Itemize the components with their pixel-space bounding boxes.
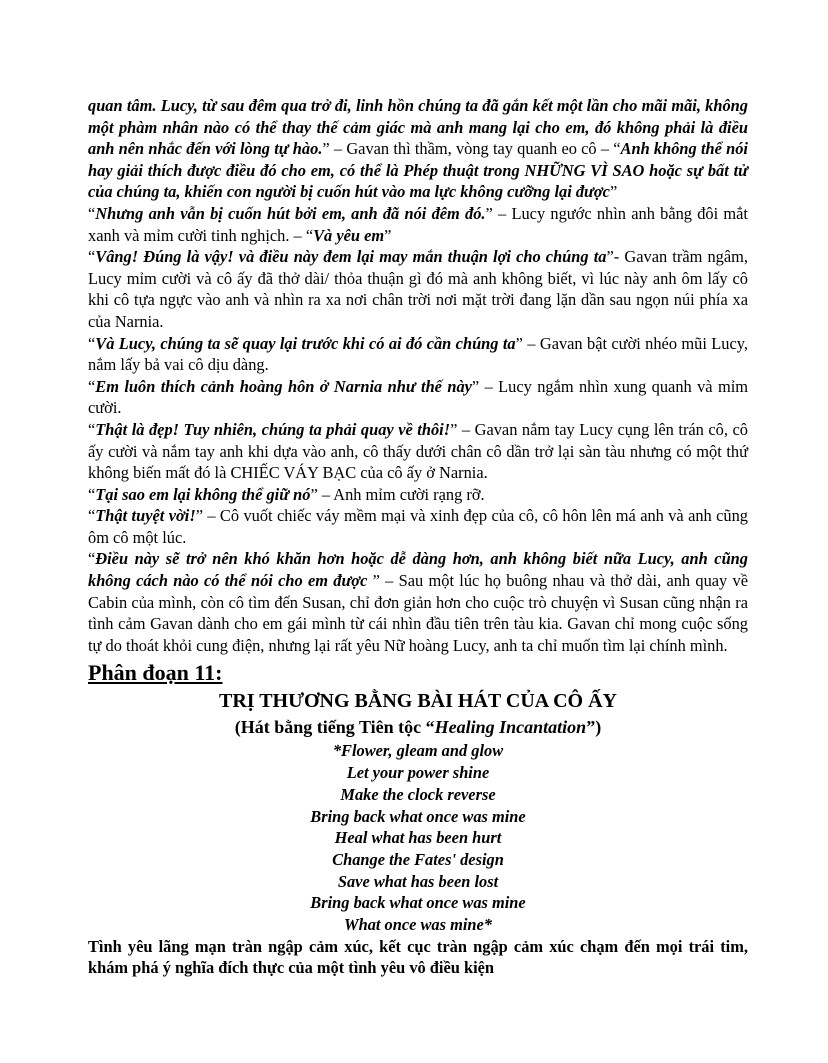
narration-text: ” – Lucy ngắm nhìn xung quanh và mỉm cười. <box>88 376 748 418</box>
song-subtitle-italic: Healing Incantation <box>434 717 587 738</box>
dialogue-text: Điều này sẽ trở nên khó khăn hơn hoặc dễ dàng hơn, anh không biết nữa Lucy, anh cũng không cách nào có thể nói cho em được <box>88 549 748 591</box>
verse-line: Let your power shine <box>346 763 490 783</box>
verse-line: Bring back what once was mine <box>310 806 526 826</box>
narration-text: “ <box>88 247 96 267</box>
song-subtitle-suffix: ”) <box>586 717 602 738</box>
closing-paragraph: Tình yêu lãng mạn tràn ngập cảm xúc, kết cục tràn ngập cảm xúc chạm đến mọi trái tim, khám phá ý nghĩa đích thực của một tình yêu vô điều kiện <box>88 936 748 978</box>
verse-line: Bring back what once was mine <box>310 893 526 913</box>
dialogue-text: Nhưng anh vẫn bị cuốn hút bởi em, anh đã nói đêm đó. <box>95 203 486 223</box>
dialogue-text: Vâng! Đúng là vậy! và điều này đem lại may mắn thuận lợi cho chúng ta <box>95 247 607 267</box>
song-verse <box>88 740 748 935</box>
narration-text: ” – Sau một lúc họ buông nhau và thở dài, anh quay về Cabin của mình, còn cô tìm đến Susan, chỉ đơn giản hơn cho cuộc trò chuyện vì Susan cũng nhận ra tình cảm Gavan dành cho em gái mình từ cái nhìn đầu tiên trên tàu kia. Gavan chỉ mong cuộc sống tự do thoát khỏi cung điện, nhưng lại rất yêu Nữ hoàng Lucy, anh ta chỉ muốn tìm lại chính mình. <box>88 571 748 655</box>
story-paragraph <box>88 333 748 376</box>
narration-text: ” – Anh mỉm cười rạng rỡ. <box>310 484 485 504</box>
dialogue-text: Thật là đẹp! Tuy nhiên, chúng ta phải quay về thôi! <box>95 419 451 439</box>
dialogue-text: Thật tuyệt vời! <box>95 506 196 526</box>
story-paragraph <box>88 203 748 246</box>
narration-text: ” – Gavan nắm tay Lucy cụng lên trán cô, cô ấy cười và nắm tay anh khi dựa vào anh, cô thấy dưới chân cô dần trở lại sàn tàu nhưng có một thứ không biến mất đó là CHIẾC VÁY BẠC của cô ấy ở Narnia. <box>88 419 748 483</box>
narration-text: “ <box>88 484 96 504</box>
story-paragraph <box>88 505 748 548</box>
verse-line: Heal what has been hurt <box>334 828 502 848</box>
dialogue-text: quan tâm. Lucy, từ sau đêm qua trở đi, linh hồn chúng ta đã gắn kết một lần cho mãi mãi, không một phàm nhân nào có thể thay thế cảm giác mà anh mang lại cho em, đó không phải là điều anh nên nhắc đến với lòng tự hào. <box>88 96 748 159</box>
narration-text: “ <box>88 376 96 396</box>
story-paragraph <box>88 376 748 419</box>
story-paragraph <box>88 484 748 506</box>
story-paragraph <box>88 95 748 203</box>
verse-line: *Flower, gleam and glow <box>332 741 504 761</box>
verse-line: Save what has been lost <box>337 871 499 891</box>
narration-text: “ <box>88 333 96 353</box>
song-subtitle-prefix: (Hát bằng tiếng Tiên tộc “ <box>234 717 435 738</box>
story-paragraph <box>88 548 748 656</box>
dialogue-text: Em luôn thích cảnh hoàng hôn ở Narnia như thế này <box>95 376 472 396</box>
narration-text: ” – Gavan bật cười nhéo mũi Lucy, nắm lấy bả vai cô dịu dàng. <box>88 333 748 375</box>
dialogue-text: Tại sao em lại không thể giữ nó <box>95 484 311 504</box>
song-title: TRỊ THƯƠNG BẰNG BÀI HÁT CỦA CÔ ẤY <box>218 690 618 713</box>
dialogue-text: Anh không thể nói hay giải thích được điều đó cho em, có thể là Phép thuật trong NHỮNG VÌ SAO hoặc sự bất tử của chúng ta, khiến con người bị cuốn hút vào ma lực không cưỡng lại được <box>88 139 748 202</box>
story-paragraph <box>88 419 748 484</box>
section-heading: Phân đoạn 11: <box>88 660 223 686</box>
narration-text: “ <box>88 203 96 223</box>
dialogue-text: Và Lucy, chúng ta sẽ quay lại trước khi có ai đó cần chúng ta <box>95 333 516 353</box>
dialogue-text: Và yêu em <box>313 225 385 245</box>
narration-text: ” <box>609 182 618 202</box>
song-subtitle <box>88 715 748 740</box>
narration-text: ” – Gavan thì thầm, vòng tay quanh eo cô – “ <box>322 139 621 159</box>
narration-text: “ <box>88 506 96 526</box>
narration-text: ” – Cô vuốt chiếc váy mềm mại và xinh đẹp của cô, cô hôn lên má anh và anh cũng ôm cô một lúc. <box>88 506 748 547</box>
verse-line: What once was mine* <box>344 915 492 935</box>
narration-text: “ <box>88 549 96 569</box>
verse-line: Change the Fates' design <box>332 849 504 869</box>
story-paragraph <box>88 246 748 332</box>
narration-text: ” – Lucy ngước nhìn anh bằng đôi mắt xanh và mỉm cười tinh nghịch. – “ <box>88 203 748 245</box>
story-text <box>88 95 748 656</box>
verse-line: Make the clock reverse <box>340 784 496 804</box>
narration-text: ” <box>384 225 392 245</box>
document-page <box>88 95 748 979</box>
narration-text: “ <box>88 419 96 439</box>
narration-text: ”- Gavan trầm ngâm, Lucy mỉm cười và cô ấy đã thở dài/ thỏa thuận gì đó mà anh không biết, vì lúc này anh ôm lấy cô khi cô tựa ngực vào anh và nhìn ra xa nơi chân trời nơi mặt trời đang lặn dần sau ngọn núi phía xa của Narnia. <box>88 247 748 331</box>
